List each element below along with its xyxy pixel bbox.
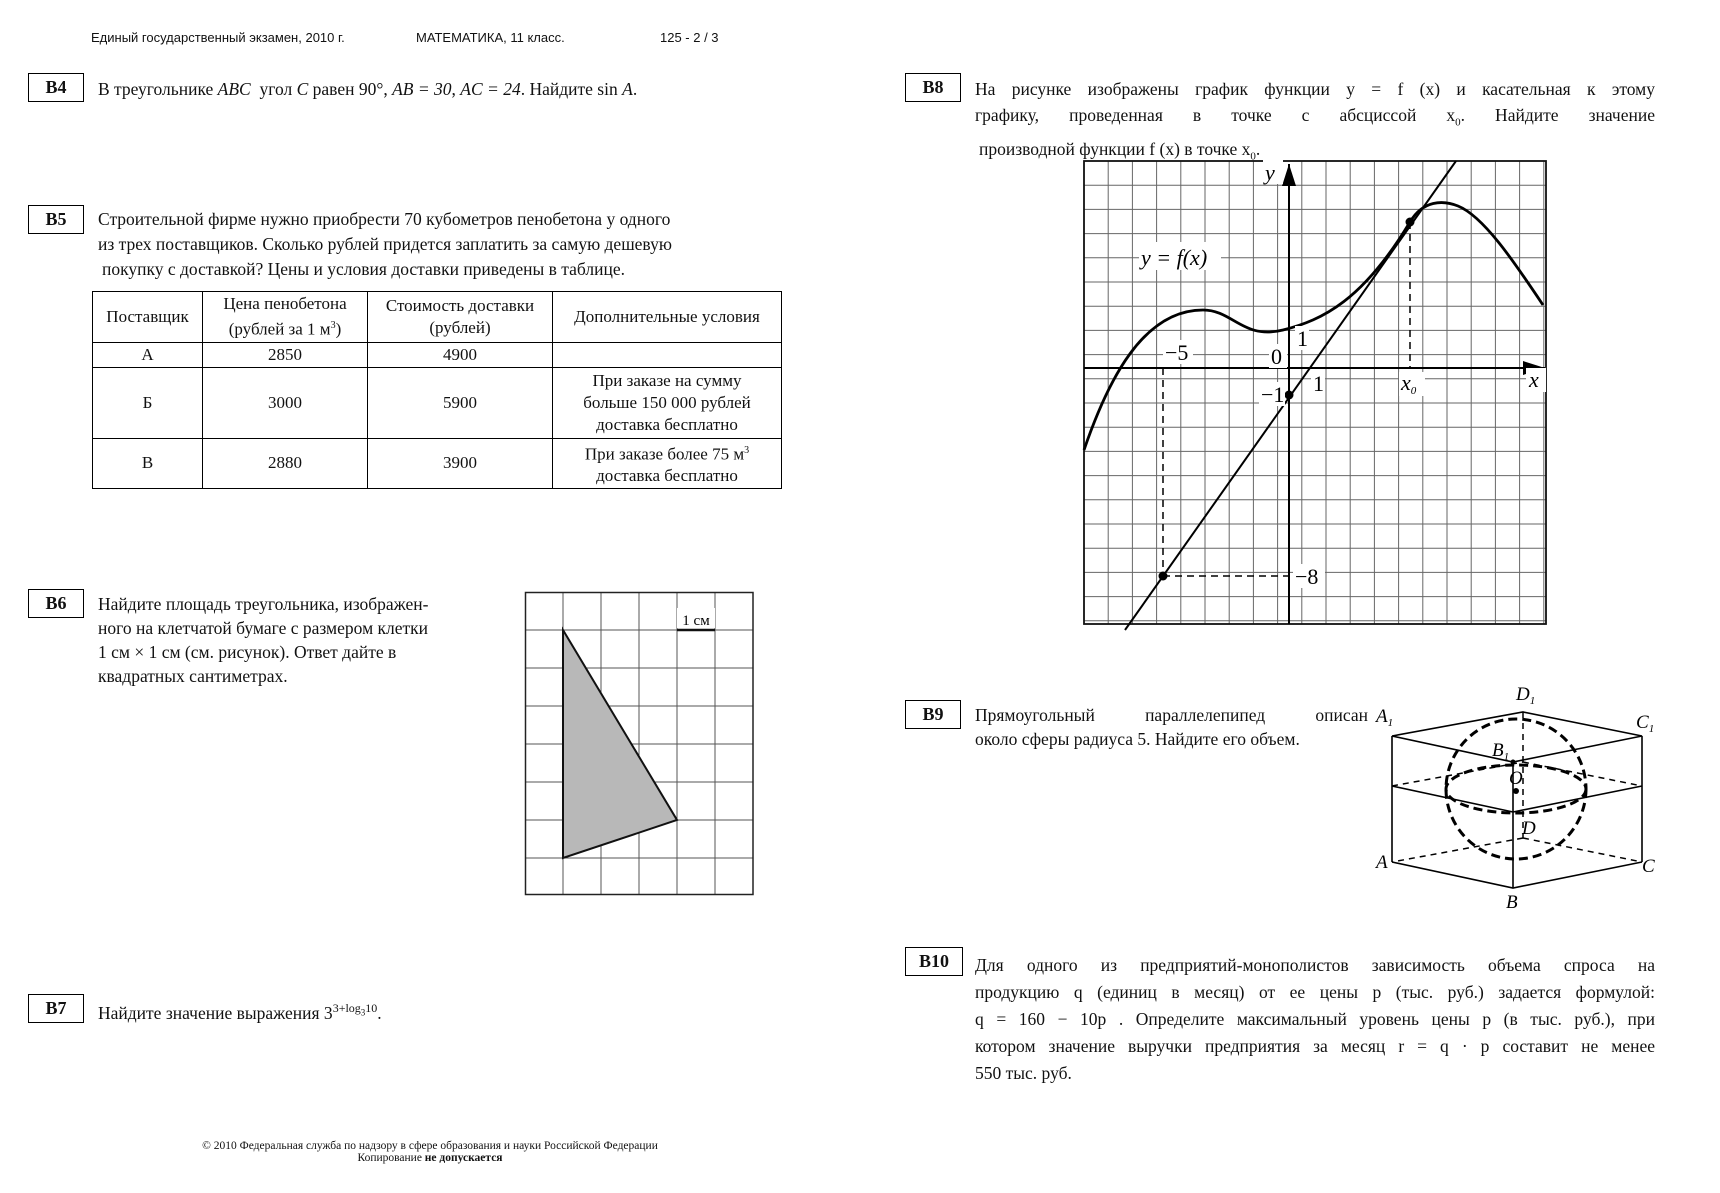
task-label-b5: B5 [28,205,84,234]
b9-c1-sub: 1 [1648,723,1655,735]
b7-exp2: 10 [365,1001,378,1015]
b9-text [975,703,1368,751]
b9-line2: около сферы радиуса 5. Найдите его объем. [975,729,1300,749]
b8-func-label: y = f(x) [1141,245,1208,270]
footer [130,1140,730,1164]
b9-figure [1376,684,1658,913]
b8-x-label: x [1529,367,1539,392]
b4-text-find: . Найдите sin [520,79,618,99]
task-label-b6: B6 [28,589,84,618]
cell: 3000 [203,367,368,438]
b6-line3: 1 см × 1 см (см. рисунок). Ответ дайте в [98,642,397,662]
table-row [93,342,782,367]
footer-copy-a: Копирование [357,1152,422,1164]
b7-dot: . [377,1002,382,1023]
b8-line3-text: производной функции f (x) в точке x [979,138,1251,159]
th-price [203,292,368,343]
b8-line2 [975,102,1655,136]
b8-y-arrow [1282,164,1296,186]
b8-line1: На рисунке изображены график функции y = f (x) и касательная к этому [975,79,1655,99]
b4-a: A [622,79,633,99]
table-header-row [93,292,782,343]
b9-a1: A [1376,706,1388,727]
b4-text: В треугольнике ABC угол C равен 90°, AB = 30, AC = 24. Найдите sin A. [98,79,638,99]
b8-tick-0: 0 [1271,344,1282,369]
b4-text-angle: угол [259,79,293,99]
b8-point-0-neg1 [1285,391,1294,400]
th-price-sup: 3 [330,320,336,331]
b8-tick-neg8: −8 [1295,564,1319,589]
b6-grid [525,592,753,895]
b10-line2: продукцию q (единиц в месяц) от ее цены p (тыс. руб.) задается формулой: [975,982,1655,1002]
th-price-close: ) [335,319,342,339]
b5-line1: Строительной фирме нужно приобрести 70 кубометров пенобетона у одного [98,209,671,229]
b9-d1-sub: 1 [1529,695,1536,707]
task-label-b8: B8 [905,73,961,102]
b8-line2-sub: 0 [1455,116,1461,129]
footer-copy-b: не допускается [424,1152,503,1164]
task-label-b10: B10 [905,947,963,976]
cell: 3900 [368,438,553,489]
b8-tick-1y: 1 [1297,326,1308,351]
b8-x0-sub: 0 [1410,385,1417,397]
b6-grid-figure [525,592,755,897]
b6-line2: ного на клетчатой бумаге с размером клетки [98,618,429,638]
th-price-text: Цена пенобетона (рублей за 1 м [223,294,347,339]
cell: 2880 [203,438,368,489]
b8-line2-text: графику, проведенная в точке с абсциссой x [975,105,1456,125]
b9-b1: B [1492,740,1504,761]
b8-point-tangency [1406,218,1415,227]
b9-label-c: C [1642,856,1655,877]
header-page: 125 - 2 / 3 [660,30,719,45]
b8-function-curve [1084,203,1543,450]
cell-text2: доставка бесплатно [596,466,738,486]
b8-line3-sub: 0 [1250,150,1256,162]
b8-point-neg5-neg8 [1159,572,1168,581]
cell [553,342,782,367]
b4-dot: . [632,79,638,99]
b9-label-a: A [1376,852,1388,873]
b9-b1-sub: 1 [1503,751,1510,763]
b4-c: C [296,79,309,99]
th-conditions: Дополнительные условия [553,292,782,343]
b10-line5: 550 тыс. руб. [975,1063,1072,1083]
b4-ac: AC = 24 [460,79,521,99]
header-exam: Единый государственный экзамен, 2010 г. [91,30,345,45]
b8-graph [1083,160,1553,630]
b6-text [98,592,511,688]
b4-text-before: В треугольнике [98,79,214,99]
b9-a1-sub: 1 [1387,717,1394,729]
b9-label-b1 [1492,740,1509,763]
b10-line1: Для одного из предприятий-монополистов зависимость объема спроса на [975,955,1655,975]
cell: 4900 [368,342,553,367]
b4-abc: ABC [217,79,251,99]
b7-text-main: Найдите значение выражения 3 [98,1002,333,1023]
b9-visible-edges [1392,712,1642,888]
b9-c1: C [1636,712,1649,733]
cell-text: При заказе более 75 м [584,444,745,464]
b9-d1: D [1516,684,1530,705]
b8-y-label: y [1265,160,1275,185]
b7-exp: 3+log [332,1001,361,1015]
header-subject: МАТЕМАТИКА, 11 класс. [416,30,565,45]
table-row [93,367,782,438]
b8-tick-neg1: −1 [1261,382,1285,407]
b5-text [98,207,782,282]
b6-line1: Найдите площадь треугольника, изображен- [98,594,429,614]
b4-ab: AB = 30 [392,79,452,99]
b10-line4: котором значение выручки предприятия за месяц r = q · p составит не менее [975,1036,1655,1056]
b9-label-c1 [1636,712,1654,735]
th-supplier: Поставщик [93,292,203,343]
b10-line3: q = 160 − 10p . Определите максимальный уровень цены p (в тыс. руб.), при [975,1009,1655,1029]
b9-label-d: D [1522,818,1536,839]
b8-line3-end: . [1255,138,1261,159]
b4-text-eq: равен 90°, [312,79,388,99]
cell: 5900 [368,367,553,438]
b9-label-a1 [1374,706,1393,729]
cell: 2850 [203,342,368,367]
b5-table [92,291,782,489]
cell-sup: 3 [744,444,750,456]
b6-line4: квадратных сантиметрах. [98,666,288,686]
cell [553,438,782,489]
b5-line3: покупку с доставкой? Цены и условия доставки приведены в таблице. [102,259,626,279]
b9-label-d1 [1515,684,1535,707]
b9-point-b1 [1511,760,1516,765]
footer-copy-note [130,1152,730,1164]
cell: Б [93,367,203,438]
b9-line1: Прямоугольный параллелепипед описан [975,705,1368,725]
b6-scale-label: 1 см [682,613,710,629]
b9-label-o: O [1509,768,1523,789]
task-label-b9: B9 [905,700,961,729]
task-label-b7: B7 [28,994,84,1023]
cell: В [93,438,203,489]
table-row [93,438,782,489]
b10-text [975,952,1655,1087]
cell: При заказе на сумму больше 150 000 рублей доставка бесплатно [553,367,782,438]
task-label-b4: B4 [28,73,84,102]
b8-tick-1x: 1 [1313,371,1324,396]
b7-text [98,996,382,1026]
th-delivery: Стоимость доставки (рублей) [368,292,553,343]
cell: А [93,342,203,367]
b7-exp-sub: 3 [360,1007,366,1018]
footer-copyright: © 2010 Федеральная служба по надзору в сфере образования и науки Российской Федерации [202,1140,658,1152]
b8-x0-x: x [1401,370,1411,395]
b9-label-b: B [1506,892,1518,913]
b8-tick-neg5: −5 [1165,340,1189,365]
b8-line2-end: . Найдите значение [1460,105,1655,125]
b8-text [975,76,1655,169]
b5-line2: из трех поставщиков. Сколько рублей придется заплатить за самую дешевую [98,234,672,254]
